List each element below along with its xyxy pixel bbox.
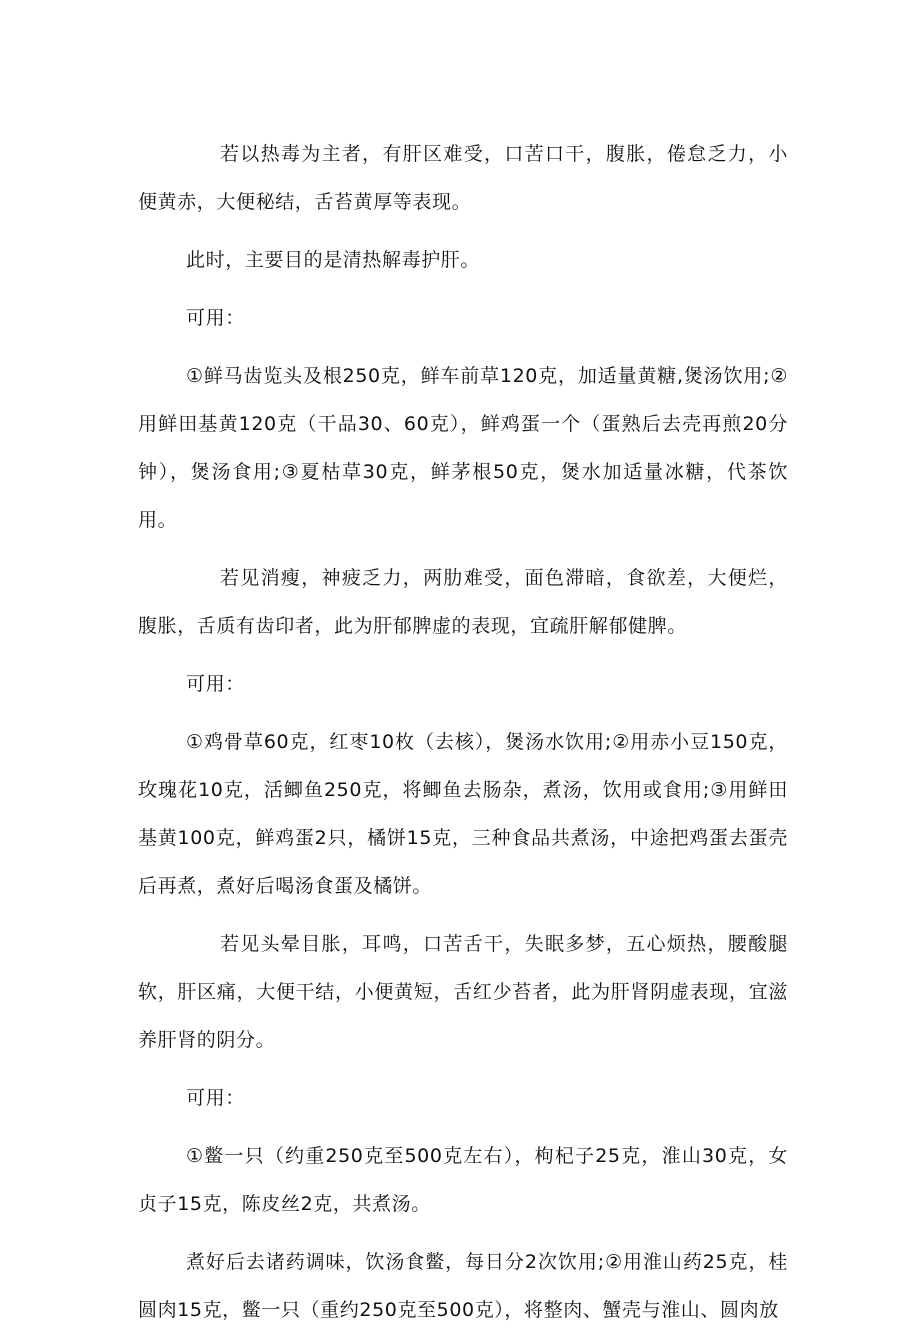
paragraph-liver-kidney-symptoms: 若见头晕目胀，耳鸣，口苦舌干，失眠多梦，五心烦热，腰酸腿软，肝区痛，大便干结，小便黄短，舌红少苔者，此为肝肾阴虚表现，宜滋养肝肾的阴分。 — [138, 933, 788, 1051]
paragraph-usable-2: 可用： — [186, 673, 245, 695]
paragraph-heat-toxin-symptoms: 若以热毒为主者，有肝区难受，口苦口干，腹胀，倦怠乏力，小便黄赤，大便秘结，舌苔黄厚等表现。 — [138, 143, 788, 213]
paragraph-heat-toxin-goal: 此时，主要目的是清热解毒护肝。 — [186, 249, 481, 271]
document-body — [138, 130, 788, 1344]
paragraph-liver-spleen-recipes: ①鸡骨草60克，红枣10枚（去核），煲汤水饮用;②用赤小豆150克，玫瑰花10克，活鲫鱼250克，将鲫鱼去肠杂，煮汤，饮用或食用;③用鲜田基黄100克，鲜鸡蛋2只，橘饼15克，三种食品共煮汤，中途把鸡蛋去蛋壳后再煮，煮好后喝汤食蛋及橘饼。 — [138, 731, 788, 897]
paragraph-turtle-recipe: ①鳖一只（约重250克至500克左右），枸杞子25克，淮山30克，女贞子15克，陈皮丝2克，共煮汤。 — [138, 1145, 788, 1215]
paragraph-turtle-recipe-continued: 煮好后去诸药调味，饮汤食鳖，每日分2次饮用;②用淮山药25克，桂圆肉15克，鳖一只（重约250克至500克），将整肉、蟹壳与淮山、圆肉放 — [138, 1251, 788, 1321]
paragraph-liver-spleen-symptoms: 若见消瘦，神疲乏力，两肋难受，面色滞暗，食欲差，大便烂，腹胀，舌质有齿印者，此为肝郁脾虚的表现，宜疏肝解郁健脾。 — [138, 567, 788, 637]
paragraph-usable-1: 可用： — [186, 307, 245, 329]
paragraph-heat-toxin-recipes: ①鲜马齿览头及根250克，鲜车前草120克，加适量黄糖,煲汤饮用;②用鲜田基黄120克（干品30、60克），鲜鸡蛋一个（蛋熟后去壳再煎20分钟），煲汤食用;③夏枯草30克，鲜茅根50克，煲水加适量冰糖，代茶饮用。 — [138, 365, 788, 531]
paragraph-usable-3: 可用： — [186, 1087, 245, 1109]
